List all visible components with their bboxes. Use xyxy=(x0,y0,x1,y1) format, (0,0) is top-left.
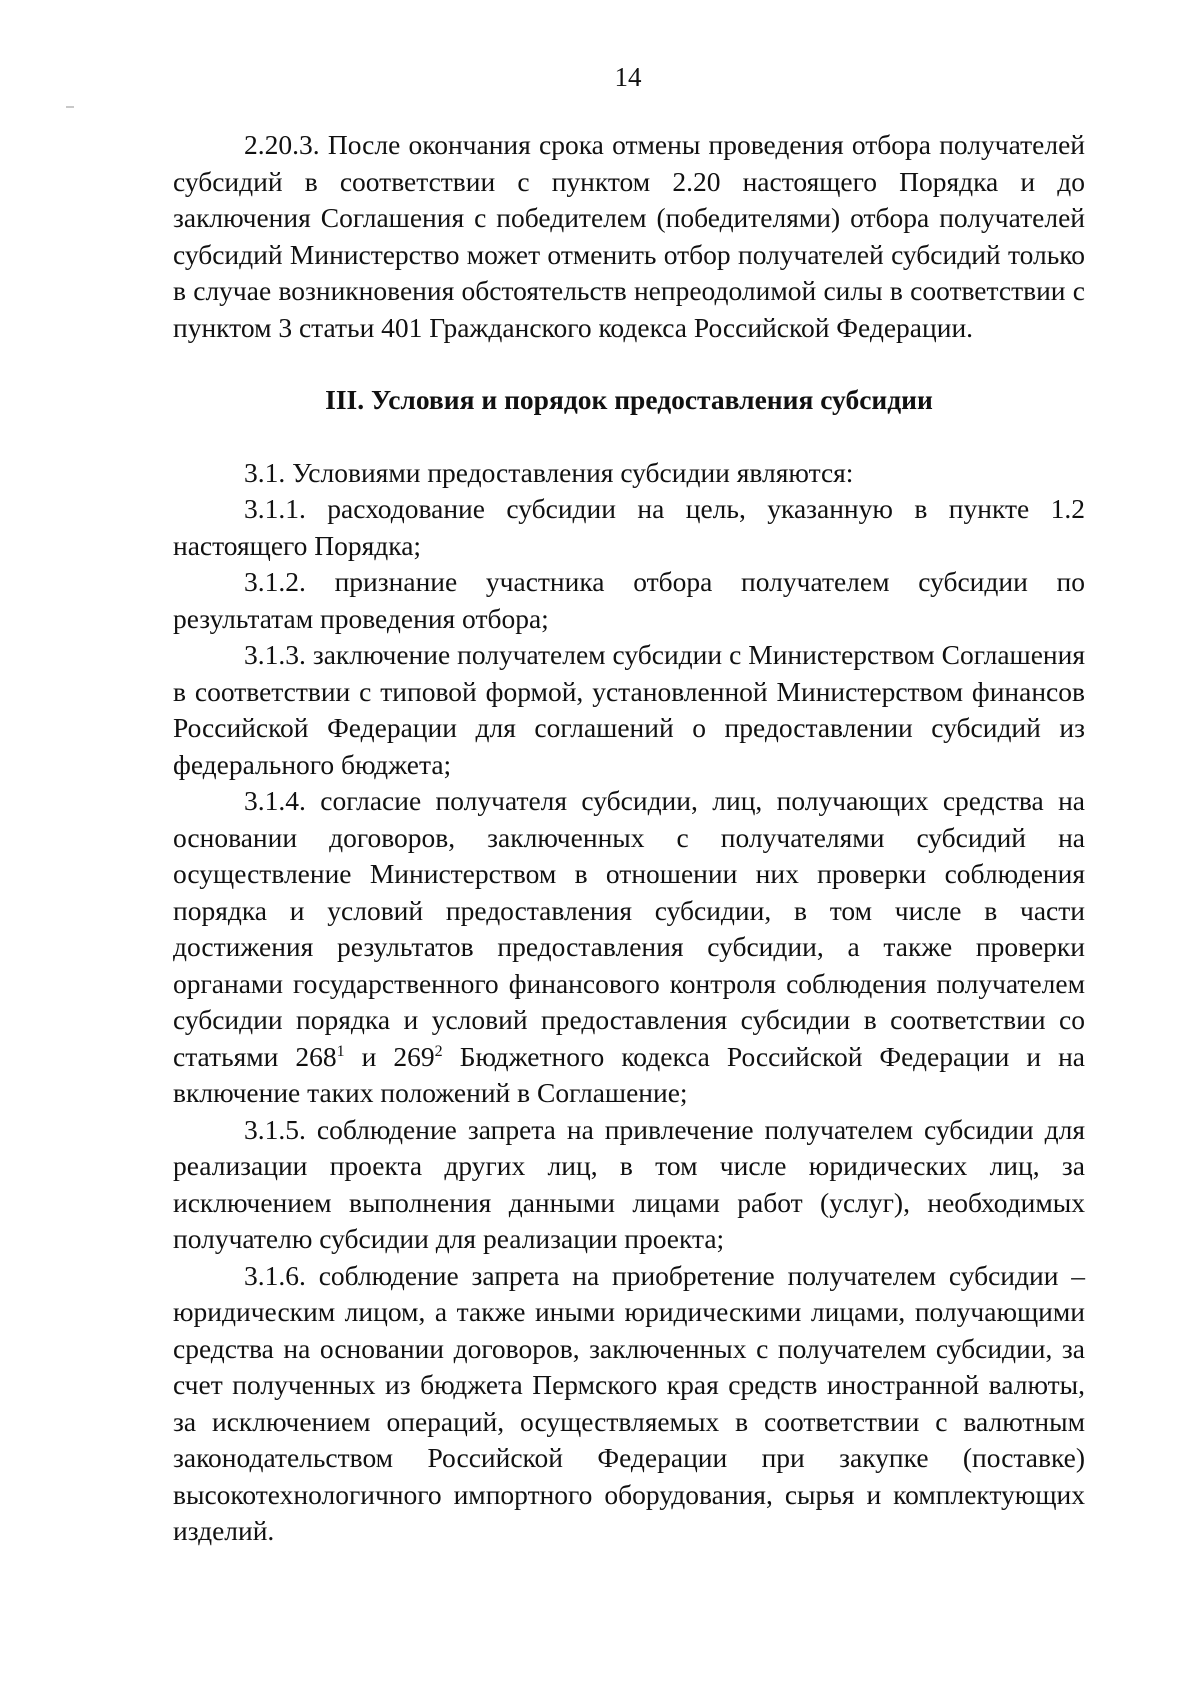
spacer xyxy=(173,346,1085,382)
paragraph-3-1-2: 3.1.2. признание участника отбора получателем субсидии по результатам проведения отбора; xyxy=(173,566,1085,634)
paragraph-3-1-5: 3.1.5. соблюдение запрета на привлечение получателем субсидии для реализации проекта других лиц, в том числе юридических лиц, за исключением выполнения данными лицами работ (услуг), необходимых получателю субсидии для реализации проекта; xyxy=(173,1113,1085,1254)
paragraph-3-1-6: 3.1.6. соблюдение запрета на приобретение получателем субсидии – юридическим лицом, а также иными юридическими лицами, получающими средства на основании договоров, заключенных с получателем субсидии, за счет полученных из бюджета Пермского края средств иностранной валюты, за исключением операций, осуществляемых в соответствии с валютным законодательством Российской Федерации при закупке (поставке) высокотехнологичного импортного оборудования, сырья и комплектующих изделий. xyxy=(173,1259,1085,1546)
paragraph-3-1-3: 3.1.3. заключение получателем субсидии с Министерством Соглашения в соответствии с типовой формой, установленной Министерством финансов Российской Федерации для соглашений о предоставлении субсидий из федерального бюджета; xyxy=(173,639,1085,780)
paragraph-3-1: 3.1. Условиями предоставления субсидии являются: xyxy=(244,456,854,488)
paragraph-3-1-4 xyxy=(173,783,1085,1112)
page-number: 14 xyxy=(614,62,642,92)
superscript-2: 2 xyxy=(434,1042,443,1060)
paragraph-2-20-3: 2.20.3. После окончания срока отмены проведения отбора получателей субсидий в соответствии с пунктом 2.20 настоящего Порядка и до заключения Соглашения с победителем (победителями) отбора получателей субсидий Министерство может отменить отбор получателей субсидий только в случае возникновения обстоятельств непреодолимой силы в соответствии с пунктом 3 статьи 401 Гражданского кодекса Российской Федерации. xyxy=(173,129,1085,343)
paragraph-3-1-4-text-after: Бюджетного кодекса Российской Федерации и на включение таких положений в Соглашение; xyxy=(173,1040,1085,1108)
paragraph-3-1-1: 3.1.1. расходование субсидии на цель, указанную в пункте 1.2 настоящего Порядка; xyxy=(173,493,1085,561)
paragraph-3-1-4-text-middle: и 269 xyxy=(344,1040,435,1072)
superscript-1: 1 xyxy=(336,1042,345,1060)
document-body xyxy=(173,127,1085,1550)
spacer xyxy=(173,419,1085,455)
scan-artifact xyxy=(66,106,74,108)
section-heading: III. Условия и порядок предоставления субсидии xyxy=(325,384,933,415)
paragraph-3-1-4-text-before: 3.1.4. согласие получателя субсидии, лиц, получающих средства на основании договоров, заключенных с получателями субсидий на осуществление Министерством в отношении них проверки соблюдения порядка и условий предоставления субсидии, в том числе в части достижения результатов предоставления субсидии, а также проверки органами государственного финансового контроля соблюдения получателем субсидии порядка и условий предоставления субсидии в соответствии со статьями 268 xyxy=(173,785,1085,1072)
